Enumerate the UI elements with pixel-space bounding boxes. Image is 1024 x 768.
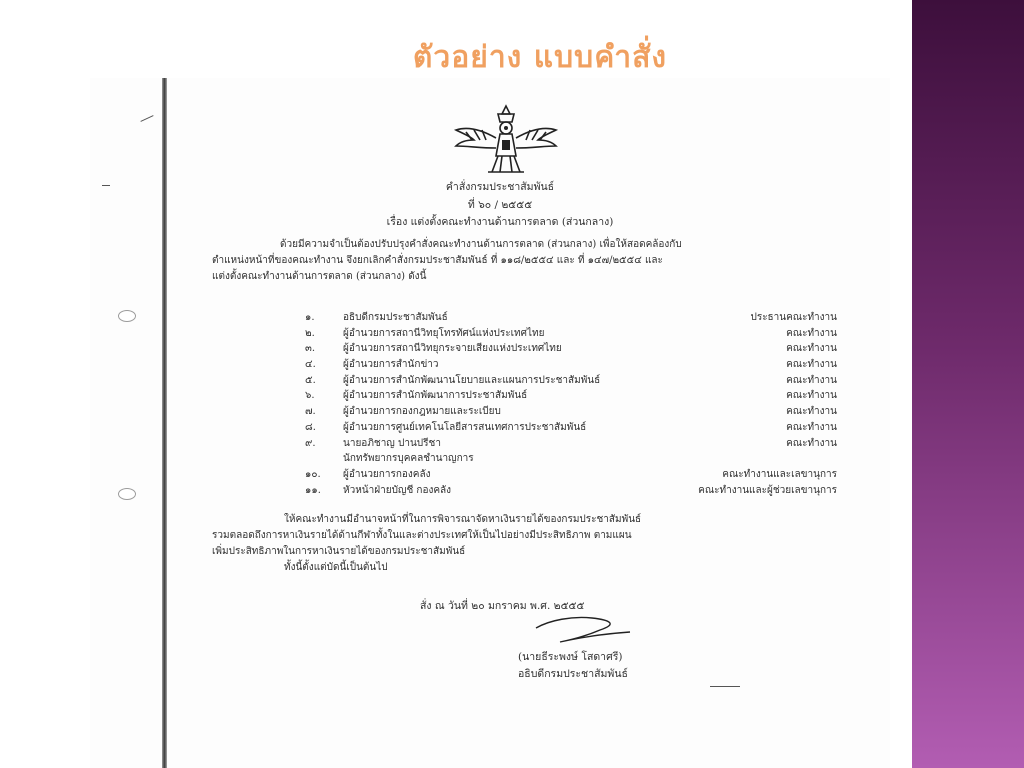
signer-name: (นายธีระพงษ์ โสดาศรี) xyxy=(518,651,623,663)
intro-line-2: ตำแหน่งหน้าที่ของคณะทำงาน จึงยกเลิกคำสั่งกรมประชาสัมพันธ์ ที่ ๑๑๘/๒๕๕๔ และ ที่ ๑๔๗/๒๕๕๔ และ xyxy=(212,255,663,266)
member-row xyxy=(305,341,837,357)
member-row xyxy=(305,388,837,404)
member-name: ผู้อำนวยการสำนักข่าว xyxy=(343,359,439,371)
member-role: คณะทำงานและผู้ช่วยเลขานุการ xyxy=(698,484,837,496)
member-number: ๖. xyxy=(305,390,315,402)
duty-line-3: เพิ่มประสิทธิภาพในการหาเงินรายได้ของกรมประชาสัมพันธ์ xyxy=(212,546,466,557)
duty-line-2: รวมตลอดถึงการหาเงินรายได้ด้านกีฬาทั้งในและต่างประเทศให้เป็นไปอย่างมีประสิทธิภาพ ตามแผน xyxy=(212,530,632,541)
member-name: ผู้อำนวยการศูนย์เทคโนโลยีสารสนเทศการประชาสัมพันธ์ xyxy=(343,421,587,433)
committee-member-list xyxy=(305,310,837,498)
member-name: ผู้อำนวยการสำนักพัฒนานโยบายและแผนการประชาสัมพันธ์ xyxy=(343,374,601,386)
scan-mark xyxy=(102,185,110,186)
member-name: นายอภิชาญ ปานปรีชา xyxy=(343,437,441,449)
member-number: ๒. xyxy=(305,327,315,339)
garuda-emblem xyxy=(452,100,560,178)
member-row xyxy=(305,357,837,373)
member-name: นักทรัพยากรบุคคลชำนาญการ xyxy=(343,453,474,465)
scanned-document xyxy=(90,78,890,768)
member-role: คณะทำงาน xyxy=(786,343,837,355)
member-number: ๙. xyxy=(305,437,316,449)
member-role: คณะทำงาน xyxy=(786,437,837,449)
member-role: คณะทำงาน xyxy=(786,421,837,433)
member-number: ๑๐. xyxy=(305,468,321,480)
member-number: ๑. xyxy=(305,312,315,323)
member-row xyxy=(305,326,837,342)
member-number: ๑๑. xyxy=(305,484,321,496)
order-date: สั่ง ณ วันที่ ๒๐ มกราคม พ.ศ. ๒๕๕๕ xyxy=(420,600,585,612)
member-number: ๓. xyxy=(305,343,316,355)
punch-hole xyxy=(118,488,136,500)
member-name: หัวหน้าฝ่ายบัญชี กองคลัง xyxy=(343,484,452,496)
decorative-side-panel xyxy=(912,0,1024,768)
slide-title: ตัวอย่าง แบบคำสั่ง xyxy=(412,40,668,75)
member-role: คณะทำงาน xyxy=(786,390,837,402)
document-number: ที่ ๖๐ / ๒๕๕๕ xyxy=(467,199,533,211)
effective-clause: ทั้งนี้ตั้งแต่บัดนี้เป็นต้นไป xyxy=(284,562,388,573)
member-role: คณะทำงาน xyxy=(786,406,837,418)
member-role: ประธานคณะทำงาน xyxy=(750,312,837,323)
intro-line-1: ด้วยมีความจำเป็นต้องปรับปรุงคำสั่งคณะทำงานด้านการตลาด (ส่วนกลาง) เพื่อให้สอดคล้องกับ xyxy=(280,239,682,250)
binding-line xyxy=(162,78,167,768)
member-name: อธิบดีกรมประชาสัมพันธ์ xyxy=(343,312,448,323)
member-row xyxy=(305,404,837,420)
scan-mark xyxy=(710,686,740,687)
member-row xyxy=(305,451,825,467)
member-number: ๗. xyxy=(305,406,316,418)
member-row xyxy=(305,436,837,452)
signature xyxy=(530,610,640,646)
member-name: ผู้อำนวยการสำนักพัฒนาการประชาสัมพันธ์ xyxy=(343,390,528,402)
member-role: คณะทำงานและเลขานุการ xyxy=(722,468,837,480)
member-number: ๘. xyxy=(305,421,316,433)
document-heading: คำสั่งกรมประชาสัมพันธ์ xyxy=(445,181,555,193)
member-row xyxy=(305,310,837,326)
duty-line-1: ให้คณะทำงานมีอำนาจหน้าที่ในการพิจารณาจัดหาเงินรายได้ของกรมประชาสัมพันธ์ xyxy=(284,514,642,525)
member-role: คณะทำงาน xyxy=(786,327,837,339)
member-name: ผู้อำนวยการกองกฎหมายและระเบียบ xyxy=(343,406,501,418)
member-row xyxy=(305,467,837,483)
member-row xyxy=(305,483,837,499)
member-name: ผู้อำนวยการกองคลัง xyxy=(343,468,431,480)
punch-hole xyxy=(118,310,136,322)
member-row xyxy=(305,373,837,389)
member-number: ๕. xyxy=(305,374,316,386)
member-name: ผู้อำนวยการสถานีวิทยุโทรทัศน์แห่งประเทศไทย xyxy=(343,327,545,339)
member-role: คณะทำงาน xyxy=(786,374,837,386)
member-name: ผู้อำนวยการสถานีวิทยุกระจายเสียงแห่งประเทศไทย xyxy=(343,343,562,355)
member-number: ๔. xyxy=(305,359,316,371)
intro-line-3: แต่งตั้งคณะทำงานด้านการตลาด (ส่วนกลาง) ดังนี้ xyxy=(212,271,427,282)
scan-mark xyxy=(140,115,153,122)
member-row xyxy=(305,420,837,436)
document-subject: เรื่อง แต่งตั้งคณะทำงานด้านการตลาด (ส่วนกลาง) xyxy=(386,216,614,228)
member-role: คณะทำงาน xyxy=(786,359,837,371)
signer-title: อธิบดีกรมประชาสัมพันธ์ xyxy=(518,668,628,680)
